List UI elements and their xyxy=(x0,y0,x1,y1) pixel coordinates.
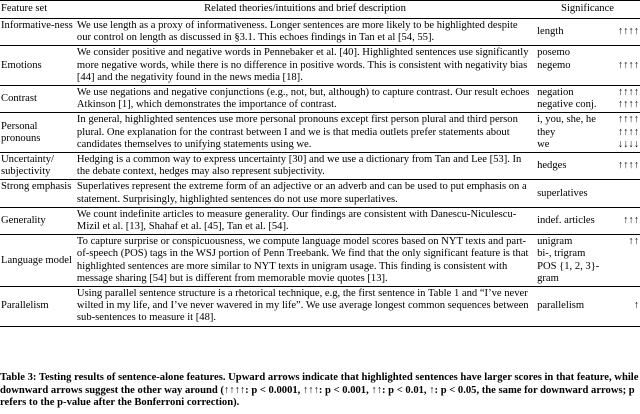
table-row xyxy=(0,113,640,153)
significance-arrow-cell xyxy=(607,86,640,113)
significance-label: they xyxy=(537,126,556,138)
significance-arrow-cell xyxy=(607,46,640,86)
significance-arrows: ↑↑↑↑ xyxy=(617,99,639,111)
significance-label: we xyxy=(537,138,550,150)
table-row xyxy=(0,235,640,287)
table-row xyxy=(0,180,640,207)
feature-cell: Informative-ness xyxy=(0,19,75,46)
significance-label: negation xyxy=(537,87,574,99)
significance-arrow-cell xyxy=(607,19,640,46)
feature-cell: Personal pronouns xyxy=(0,113,75,153)
significance-arrow-cell xyxy=(607,287,640,327)
significance-arrows: ↑ xyxy=(633,300,639,312)
significance-label-cell xyxy=(535,86,607,113)
significance-label: negemo xyxy=(537,59,571,71)
significance-arrows: ↑↑↑↑ xyxy=(617,126,639,138)
table-row xyxy=(0,207,640,234)
significance-label-cell xyxy=(535,235,607,287)
significance-label-cell xyxy=(535,46,607,86)
header-description: Related theories/intuitions and brief description xyxy=(75,1,535,19)
feature-cell: Strong emphasis xyxy=(0,180,75,207)
description-cell: We use length as a proxy of informativeness. Longer sentences are more likely to be highlighted despite our control on length as discussed in §3.1. This echoes findings in Tan et al [54, 55]. xyxy=(75,19,535,46)
significance-arrows xyxy=(609,47,639,59)
significance-label: hedges xyxy=(537,160,567,172)
significance-label: superlatives xyxy=(537,187,588,199)
significance-label: parallelism xyxy=(537,300,585,312)
significance-label: unigram xyxy=(537,236,573,248)
description-cell: Using parallel sentence structure is a rhetorical technique, e.g, the first sentence in Table 1 and “I’ve never wilted in my life, and I’ve never wavered in my life”. We use average longest common sequences between sub-sentences to measure it [48]. xyxy=(75,287,535,327)
significance-label-cell xyxy=(535,287,607,327)
significance-arrow-cell xyxy=(607,113,640,153)
table-row xyxy=(0,86,640,113)
feature-cell: Emotions xyxy=(0,46,75,86)
feature-cell: Language model xyxy=(0,235,75,287)
significance-arrow-cell xyxy=(607,235,640,287)
significance-label-cell xyxy=(535,19,607,46)
description-cell: We use negations and negative conjunctions (e.g., not, but, although) to capture contrast. Our result echoes Atkinson [1], which demonstrates the importance of contrast. xyxy=(75,86,535,113)
description-cell: To capture surprise or conspicuousness, we compute language model scores based on NYT texts and part-of-speech (POS) tags in the WSJ portion of Penn Treebank. We find that the only significant feature is that highlighted sentences are more similar to NYT texts in unigram usage. This finding is consistent with message sharing [54] but is different from memorable movie quotes [13]. xyxy=(75,235,535,287)
description-cell: We consider positive and negative words in Pennebaker et al. [40]. Highlighted sentences use significantly more negative words, while there is no difference in positive words. This is consistent with negativity bias [44] and the negativity found in the news media [18]. xyxy=(75,46,535,86)
significance-label-cell xyxy=(535,207,607,234)
significance-label: length xyxy=(537,26,564,38)
significance-label: gram xyxy=(537,272,559,284)
header-significance: Significance xyxy=(535,1,640,19)
table-row xyxy=(0,153,640,180)
significance-arrows: ↑↑↑↑ xyxy=(617,26,639,38)
significance-arrows: ↑↑↑↑ xyxy=(617,160,639,172)
significance-arrows: ↓↓↓↓ xyxy=(617,138,639,150)
description-cell: We count indefinite articles to measure generality. Our findings are consistent with Danescu-Niculescu-Mizil et al. [13], Shahaf et al. [45], Tan et al. [54]. xyxy=(75,207,535,234)
table-row xyxy=(0,46,640,86)
feature-cell: Generality xyxy=(0,207,75,234)
significance-label-cell xyxy=(535,180,607,207)
caption-text: Table 3: Testing results of sentence-alone features. Upward arrows indicate that highlighted sentences have larger scores in that feature, while downward arrows suggest the other way around (↑↑↑↑: p < 0.0001, ↑↑↑: p < 0.001, ↑↑: p < 0.01, ↑: p < 0.05, the same for downward arrows; p refers to the p-value after the Bonferroni correction). xyxy=(0,372,639,409)
table-header-row xyxy=(0,1,640,19)
significance-arrows: ↑↑ xyxy=(628,236,639,248)
significance-arrows: ↑↑↑ xyxy=(623,214,639,226)
significance-label: negative conj. xyxy=(537,99,597,111)
description-cell: Hedging is a common way to express uncertainty [30] and we use a dictionary from Tan and Lee [53]. In the debate context, hedges may also represent subjectivity. xyxy=(75,153,535,180)
significance-label: bi-, trigram xyxy=(537,248,586,260)
table-row xyxy=(0,287,640,327)
feature-cell: Parallelism xyxy=(0,287,75,327)
header-feature-set: Feature set xyxy=(0,1,75,19)
table-caption xyxy=(0,372,640,410)
significance-arrows: ↑↑↑↑ xyxy=(617,87,639,99)
significance-label: indef. articles xyxy=(537,214,595,226)
feature-cell: Contrast xyxy=(0,86,75,113)
significance-label: i, you, she, he xyxy=(537,114,596,126)
significance-arrow-cell xyxy=(607,180,640,207)
significance-arrows: ↑↑↑↑ xyxy=(617,59,639,71)
significance-arrow-cell xyxy=(607,207,640,234)
significance-label-cell xyxy=(535,153,607,180)
significance-label-cell xyxy=(535,113,607,153)
significance-arrows: ↑↑↑↑ xyxy=(617,114,639,126)
description-cell: In general, highlighted sentences use more personal pronouns except first person plural and third person plural. One explanation for the contrast between I and we is that media outlets prefer statements about candidates themselves to unifying statements using we. xyxy=(75,113,535,153)
significance-label: POS {1, 2, 3}- xyxy=(537,260,600,272)
feature-cell: Uncertainty/ subjectivity xyxy=(0,153,75,180)
significance-label: posemo xyxy=(537,47,571,59)
description-cell: Superlatives represent the extreme form of an adjective or an adverb and can be used to put emphasis on a statement. Surprisingly, highlighted sentences do not use more superlatives. xyxy=(75,180,535,207)
significance-arrow-cell xyxy=(607,153,640,180)
table-row xyxy=(0,19,640,46)
